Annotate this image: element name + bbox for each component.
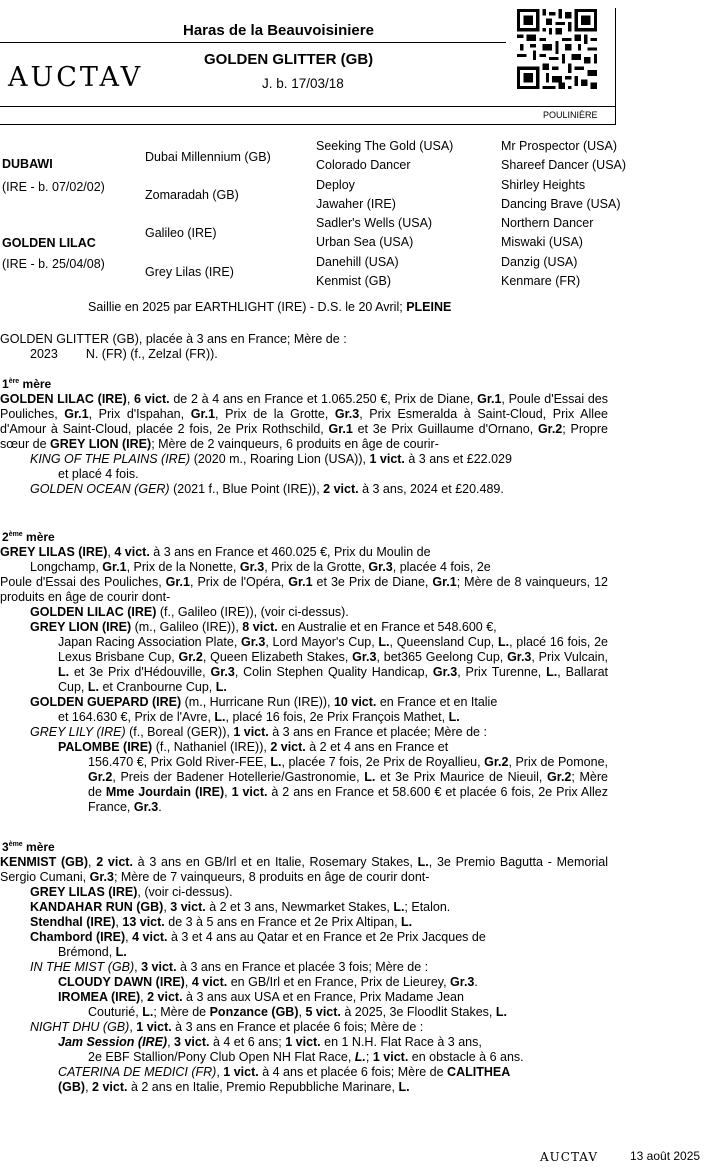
pedigree-gen3: Kenmist (GB) — [316, 274, 392, 288]
saillie-text: Saillie en 2025 par EARTHLIGHT (IRE) - D.S. le 20 Avril; — [88, 300, 407, 314]
produce-entry: 156.470 €, Prix Gold River-FEE, L., placée 7 fois, 2e Prix de Royallieu, Gr.2, Prix de Pomone, Gr.2, Preis der Badener Hotellerie/Gastronomie, L. et 3e Prix Maurice de Nieuil, Gr.2; Mère de Mme Jourdain (IRE), 1 vict. à 2 ans en France et 58.600 € et placée 6 fois, 2e Prix Allez France, Gr.3. — [88, 755, 608, 814]
footer-date: 13 août 2025 — [630, 1149, 701, 1163]
section-heading-first: 1ère mère — [2, 377, 52, 391]
pedigree-gen3: Urban Sea (USA) — [316, 235, 414, 249]
pedigree-gen3: Jawaher (IRE) — [316, 197, 396, 211]
produce-entry: GOLDEN GUEPARD (IRE) (m., Hurricane Run (IRE)), 10 vict. en France et en Italie — [30, 695, 498, 709]
produce-entry: GOLDEN OCEAN (GER) (2021 f., Blue Point (IRE)), 2 vict. à 3 ans, 2024 et £20.489. — [30, 482, 504, 496]
horse-name: GOLDEN GLITTER (GB) — [204, 51, 374, 68]
second-dam-paragraph: GREY LILAS (IRE), 4 vict. à 3 ans en France et 460.025 €, Prix du Moulin de — [0, 545, 431, 559]
pedigree-gen4: Northern Dancer — [501, 216, 594, 230]
first-dam-paragraph: GOLDEN LILAC (IRE), 6 vict. de 2 à 4 ans en France et 1.065.250 €, Prix de Diane, Gr.1, Poule d'Essai des Pouliches, Gr.1, Prix d'Ispahan, Gr.1, Prix de la Grotte, Gr.3, Prix Esmeralda à Saint-Cloud, Prix Allee d'Amour à Saint-Cloud, placée 2 fois, 2e Prix Rothschild, Gr.1 et 3e Prix Guillaume d'Ornano, Gr.2; Propre sœur de GREY LION (IRE); Mère de 2 vainqueurs, 6 produits en âge de courir- — [0, 392, 608, 451]
produce-entry: GOLDEN LILAC (IRE) (f., Galileo (IRE)), (voir ci-dessus). — [30, 605, 349, 619]
first-dam-text — [0, 392, 608, 497]
produce-entry: GREY LILY (IRE) (f., Boreal (GER)), 1 vict. à 3 ans en France et placée; Mère de : — [30, 725, 487, 739]
third-dam-paragraph: KENMIST (GB), 2 vict. à 3 ans en GB/Irl et en Italie, Rosemary Stakes, L., 3e Premio Bagutta - Memorial Sergio Cumani, Gr.3; Mère de 7 vainqueurs, 8 produits en âge de courir dont- — [0, 855, 608, 884]
produce-entry: IN THE MIST (GB), 3 vict. à 3 ans en France et placée 3 fois; Mère de : — [30, 960, 429, 974]
produce-entry: et 164.630 €, Prix de l'Avre, L., placé 16 fois, 2e Prix François Mathet, L. — [58, 710, 460, 724]
footer-logo: AUCTAV — [540, 1150, 599, 1164]
pedigree-sire-info: (IRE - b. 07/02/02) — [2, 180, 105, 194]
pedigree-dam: GOLDEN LILAC — [2, 236, 96, 250]
divider — [0, 42, 506, 43]
pedigree-gen4: Miswaki (USA) — [501, 235, 583, 249]
pedigree-gen4: Mr Prospector (USA) — [501, 139, 617, 153]
intro-line: GOLDEN GLITTER (GB), placée à 3 ans en France; Mère de : — [0, 332, 347, 346]
pedigree-gen3: Deploy — [316, 178, 355, 192]
produce-entry: (GB), 2 vict. à 2 ans en Italie, Premio Repubbliche Marinare, L. — [58, 1080, 410, 1094]
pedigree-gen2: Grey Lilas (IRE) — [145, 265, 234, 279]
produce-entry: CLOUDY DAWN (IRE), 4 vict. en GB/Irl et en France, Prix de Lieurey, Gr.3. — [58, 975, 478, 989]
pedigree-gen3: Sadler's Wells (USA) — [316, 216, 433, 230]
pedigree-gen4: Dancing Brave (USA) — [501, 197, 621, 211]
pedigree-gen4: Shareef Dancer (USA) — [501, 158, 627, 172]
saillie-status: PLEINE — [406, 300, 452, 314]
produce-entry: 2e EBF Stallion/Pony Club Open NH Flat Race, L.; 1 vict. en obstacle à 6 ans. — [88, 1050, 524, 1064]
third-dam-text — [0, 855, 608, 1095]
produce-entry: et placé 4 fois. — [58, 467, 139, 481]
pedigree-gen4: Danzig (USA) — [501, 255, 578, 269]
intro-block — [0, 332, 608, 362]
produce-entry: Chambord (IRE), 4 vict. à 3 et 4 ans au Qatar et en France et 2e Prix Jacques de — [30, 930, 486, 944]
intro-produce-line — [0, 347, 608, 362]
haras-name: Haras de la Beauvoisiniere — [183, 22, 374, 39]
divider — [0, 106, 615, 107]
second-dam-paragraph: Longchamp, Gr.1, Prix de la Nonette, Gr.3, Prix de la Grotte, Gr.3, placée 4 fois, 2e — [30, 560, 491, 574]
pedigree-dam-info: (IRE - b. 25/04/08) — [2, 257, 105, 271]
auctav-logo: AUCTAV — [8, 62, 144, 93]
saillie-line — [88, 300, 451, 314]
section-heading-third: 3ème mère — [2, 840, 55, 854]
section-heading-second: 2ème mère — [2, 530, 55, 544]
produce-text: N. (FR) (f., Zelzal (FR)). — [85, 347, 218, 361]
pedigree-gen2: Dubai Millennium (GB) — [145, 150, 271, 164]
produce-entry: GREY LION (IRE) (m., Galileo (IRE)), 8 vict. en Australie et en France et 548.600 €, — [30, 620, 497, 634]
produce-entry: Couturié, L.; Mère de Ponzance (GB), 5 vict. à 2025, 3e Floodlit Stakes, L. — [88, 1005, 507, 1019]
produce-entry: Jam Session (IRE), 3 vict. à 4 et 6 ans; 1 vict. en 1 N.H. Flat Race à 3 ans, — [58, 1035, 482, 1049]
produce-entry: Japan Racing Association Plate, Gr.3, Lord Mayor's Cup, L., Queensland Cup, L., placé 16 fois, 2e Lexus Brisbane Cup, Gr.2, Queen Elizabeth Stakes, Gr.3, bet365 Geelong Cup, Gr.3, Prix Vulcain, L. et 3e Prix d'Hédouville, Gr.3, Colin Stephen Quality Handicap, Gr.3, Prix Turenne, L., Ballarat Cup, L. et Cranbourne Cup, L. — [58, 635, 608, 694]
pedigree-gen2: Zomaradah (GB) — [145, 188, 239, 202]
pedigree-gen4: Kenmare (FR) — [501, 274, 581, 288]
pedigree-sire: DUBAWI — [2, 157, 53, 171]
horse-info: J. b. 17/03/18 — [262, 76, 344, 91]
produce-year: 2023 — [30, 347, 58, 361]
produce-entry: KANDAHAR RUN (GB), 3 vict. à 2 et 3 ans, Newmarket Stakes, L.; Etalon. — [30, 900, 451, 914]
pedigree-gen3: Danehill (USA) — [316, 255, 399, 269]
pedigree-gen4: Shirley Heights — [501, 178, 586, 192]
pedigree-gen2: Galileo (IRE) — [145, 226, 217, 240]
produce-entry: KING OF THE PLAINS (IRE) (2020 m., Roaring Lion (USA)), 1 vict. à 3 ans et £22.029 — [30, 452, 512, 466]
produce-entry: PALOMBE (IRE) (f., Nathaniel (IRE)), 2 vict. à 2 et 4 ans en France et — [58, 740, 449, 754]
produce-entry: GREY LILAS (IRE), (voir ci-dessus). — [30, 885, 233, 899]
produce-entry: IROMEA (IRE), 2 vict. à 3 ans aux USA et en France, Prix Madame Jean — [58, 990, 464, 1004]
pedigree-gen3: Seeking The Gold (USA) — [316, 139, 454, 153]
qr-code-icon[interactable] — [517, 9, 597, 89]
second-dam-text — [0, 545, 608, 815]
produce-entry: NIGHT DHU (GB), 1 vict. à 3 ans en France et placée 6 fois; Mère de : — [30, 1020, 424, 1034]
second-dam-paragraph: Poule d'Essai des Pouliches, Gr.1, Prix de l'Opéra, Gr.1 et 3e Prix de Diane, Gr.1; Mère de 8 vainqueurs, 12 produits en âge de courir dont- — [0, 575, 608, 604]
produce-entry: CATERINA DE MEDICI (FR), 1 vict. à 4 ans et placée 6 fois; Mère de CALITHEA — [58, 1065, 511, 1079]
pedigree-gen3: Colorado Dancer — [316, 158, 411, 172]
produce-entry: Brémond, L. — [58, 945, 127, 959]
category-label: POULINIÈRE — [543, 110, 598, 120]
produce-entry: Stendhal (IRE), 13 vict. de 3 à 5 ans en France et 2e Prix Altipan, L. — [30, 915, 413, 929]
